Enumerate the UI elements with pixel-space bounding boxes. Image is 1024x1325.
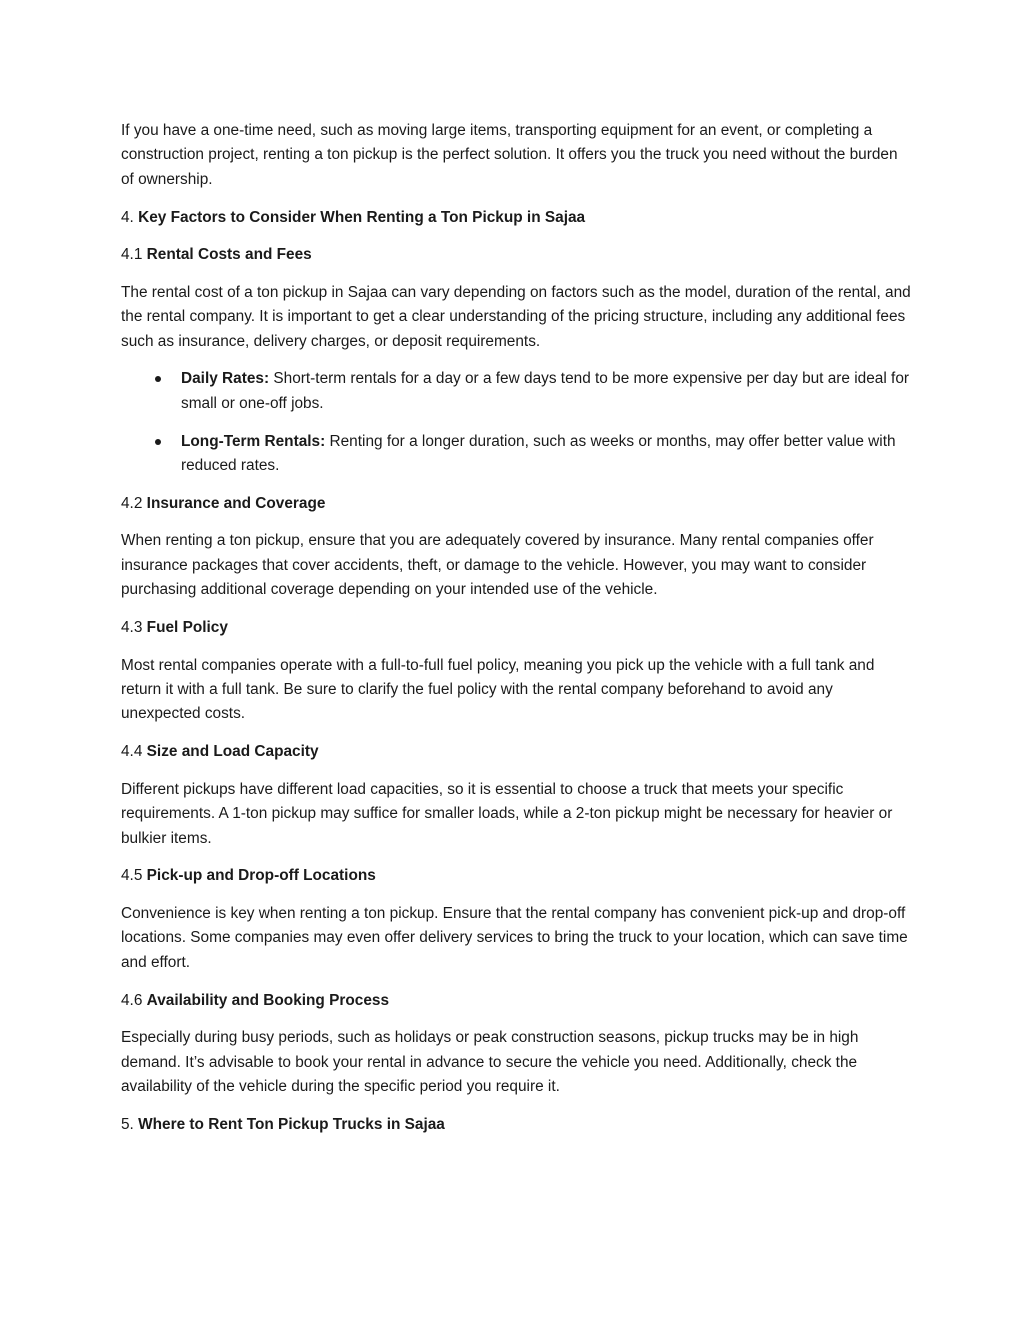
section-4-1-heading	[121, 243, 911, 267]
section-4-4-title: Size and Load Capacity	[146, 743, 319, 761]
section-5-number: 5.	[121, 1115, 139, 1133]
section-4-1-title: Rental Costs and Fees	[146, 246, 312, 264]
section-4-2-title: Insurance and Coverage	[146, 494, 326, 512]
section-4-3-number: 4.3	[121, 618, 147, 636]
section-4-2-number: 4.2	[121, 494, 147, 512]
section-4-number: 4.	[121, 208, 139, 226]
document-page	[121, 119, 911, 1150]
section-5-title: Where to Rent Ton Pickup Trucks in Sajaa	[138, 1115, 445, 1133]
section-4-title: Key Factors to Consider When Renting a Ton Pickup in Sajaa	[138, 208, 586, 226]
section-4-1-number: 4.1	[121, 246, 147, 264]
section-4-4-heading	[121, 740, 911, 764]
list-item	[121, 367, 911, 416]
section-4-4-body: Different pickups have different load capacities, so it is essential to choose a truck that meets your specific requirements. A 1-ton pickup may suffice for smaller loads, while a 2-ton pickup might be necessary for heavier or bulkier items.	[121, 780, 893, 847]
section-4-6-heading	[121, 989, 911, 1013]
section-4-3-heading	[121, 616, 911, 640]
intro-paragraph: If you have a one-time need, such as moving large items, transporting equipment for an event, or completing a construction project, renting a ton pickup is the perfect solution. It offers you the truck you need without the burden of ownership.	[121, 122, 898, 188]
bullet-icon	[155, 376, 161, 382]
bullet-text: Renting for a longer duration, such as weeks or months, may offer better value with reduced rates.	[181, 432, 896, 474]
section-4-3-body: Most rental companies operate with a full-to-full fuel policy, meaning you pick up the vehicle with a full tank and return it with a full tank. Be sure to clarify the fuel policy with the rental company beforehand to avoid any unexpected costs.	[121, 656, 875, 723]
rental-rates-list	[121, 367, 911, 478]
section-4-4-number: 4.4	[121, 743, 147, 761]
section-4-6-title: Availability and Booking Process	[146, 991, 389, 1009]
list-item	[121, 430, 911, 479]
section-4-6-number: 4.6	[121, 991, 147, 1009]
section-4-5-body: Convenience is key when renting a ton pickup. Ensure that the rental company has convenient pick-up and drop-off locations. Some companies may even offer delivery services to bring the truck to your location, which can save time and effort.	[121, 905, 908, 971]
section-4-6-body: Especially during busy periods, such as holidays or peak construction seasons, pickup trucks may be in high demand. It’s advisable to book your rental in advance to secure the vehicle you need. Additionally, check the availability of the vehicle during the specific period you require it.	[121, 1029, 859, 1096]
section-4-3-title: Fuel Policy	[146, 618, 228, 636]
bullet-icon	[155, 439, 161, 445]
section-4-5-title: Pick-up and Drop-off Locations	[146, 867, 376, 885]
section-4-5-number: 4.5	[121, 867, 147, 885]
section-4-2-body: When renting a ton pickup, ensure that you are adequately covered by insurance. Many rental companies offer insurance packages that cover accidents, theft, or damage to the vehicle. However, you may want to consider purchasing additional coverage depending on your intended use of the vehicle.	[121, 532, 874, 599]
section-4-5-heading	[121, 864, 911, 888]
section-4-1-body: The rental cost of a ton pickup in Sajaa can vary depending on factors such as the model, duration of the rental, and the rental company. It is important to get a clear understanding of the pricing structure, including any additional fees such as insurance, delivery charges, or deposit requirements.	[121, 283, 911, 350]
section-4-2-heading	[121, 492, 911, 516]
bullet-label: Daily Rates:	[181, 370, 270, 388]
section-5-heading	[121, 1113, 911, 1137]
bullet-label: Long-Term Rentals:	[181, 432, 326, 450]
section-4-heading	[121, 206, 911, 230]
bullet-text: Short-term rentals for a day or a few days tend to be more expensive per day but are ideal for small or one-off jobs.	[181, 370, 910, 412]
